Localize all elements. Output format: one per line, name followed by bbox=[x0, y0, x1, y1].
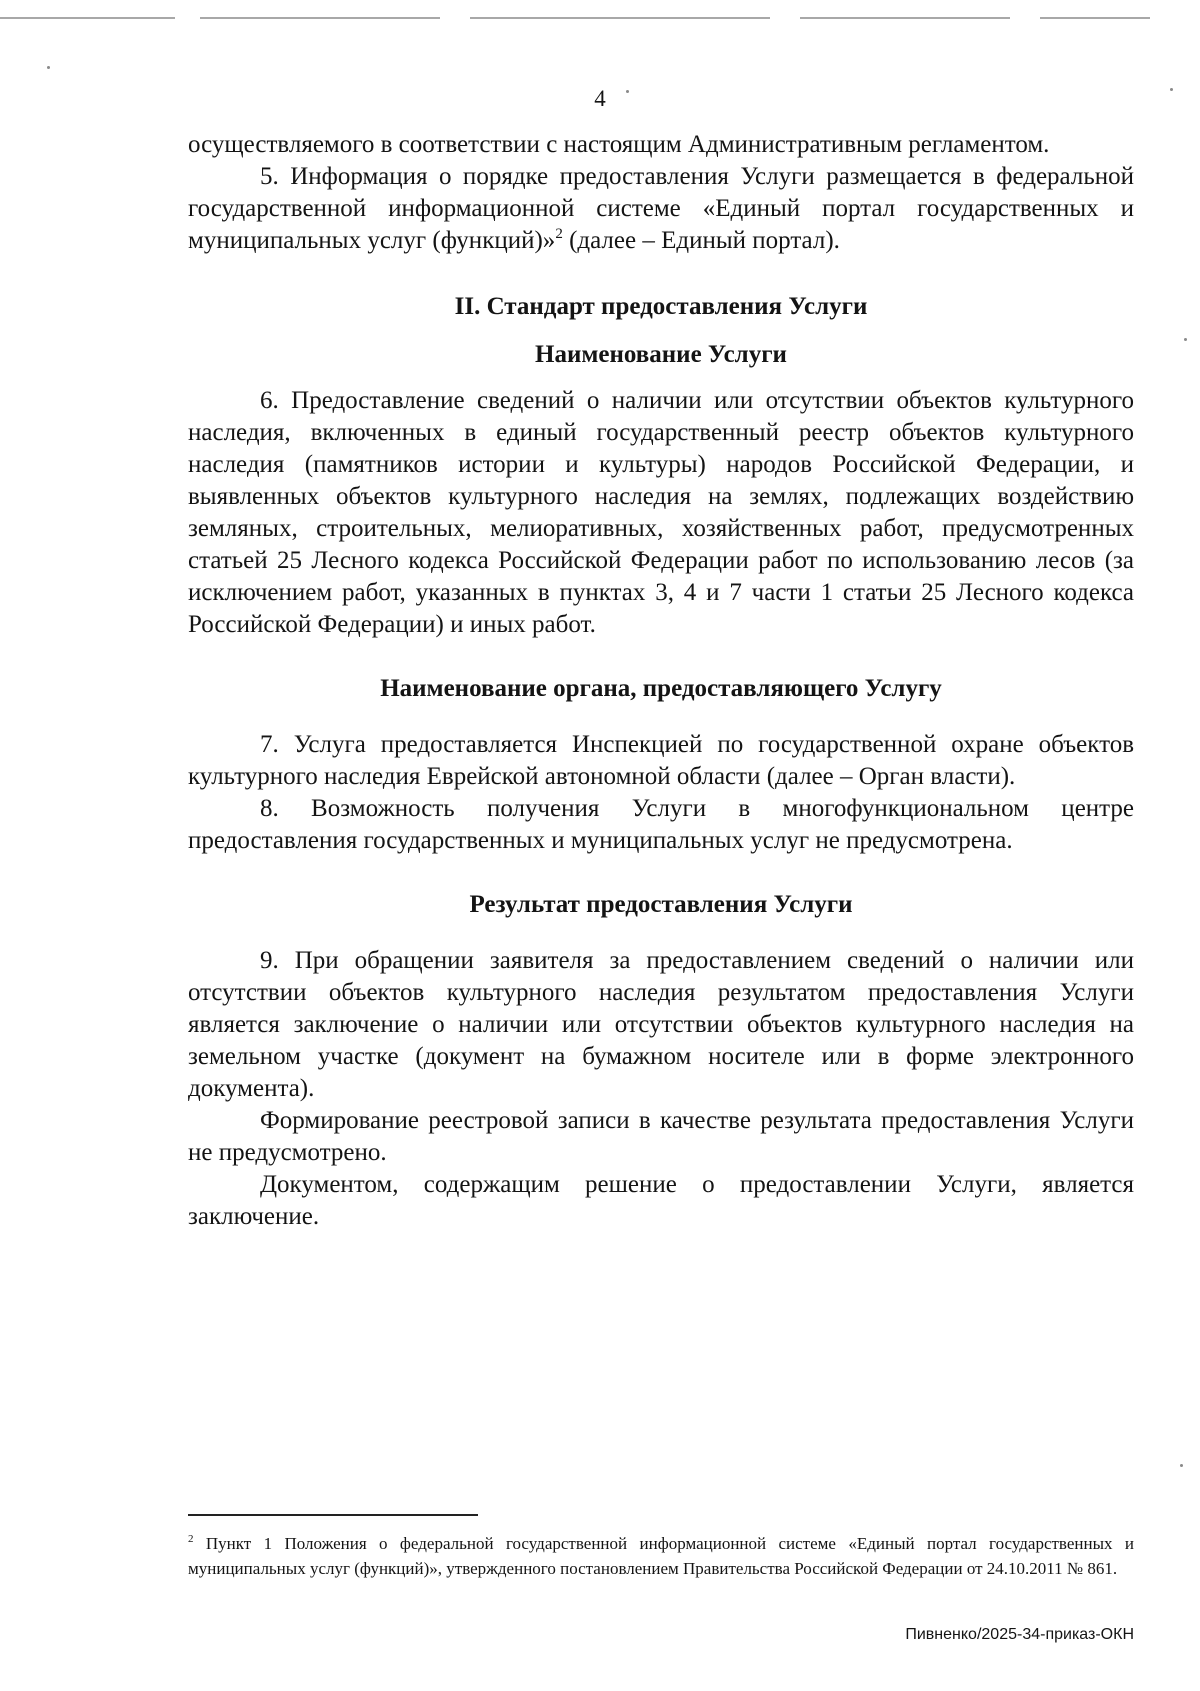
section-heading: II. Стандарт предоставления Услуги bbox=[454, 293, 868, 320]
paragraph-7: 7. Услуга предоставляется Инспекцией по государственной охране объектов культурного наследия Еврейской автономной области (далее – Орган власти). bbox=[188, 731, 1134, 790]
paragraph-10: Формирование реестровой записи в качестве результата предоставления Услуги не предусмотрено. bbox=[188, 1107, 1134, 1166]
footnote-separator bbox=[188, 1514, 478, 1516]
subsection-heading-service-name: Наименование Услуги bbox=[535, 341, 787, 368]
scan-edge-line bbox=[200, 17, 440, 19]
scan-speck bbox=[1184, 338, 1187, 341]
scan-speck bbox=[47, 66, 50, 69]
paragraph-8: 8. Возможность получения Услуги в многофункциональном центре предоставления государственных и муниципальных услуг не предусмотрена. bbox=[188, 795, 1134, 854]
paragraph-11: Документом, содержащим решение о предоставлении Услуги, является заключение. bbox=[188, 1171, 1134, 1230]
paragraph-5-tail: (далее – Единый портал). bbox=[562, 227, 840, 254]
subsection-heading-result: Результат предоставления Услуги bbox=[469, 891, 853, 918]
footnote bbox=[188, 1531, 1134, 1581]
paragraph-5-text: 5. Информация о порядке предоставления Услуги размещается в федеральной государственной информационной системе «Единый портал государственных и муниципальных услуг (функций)» bbox=[188, 163, 1134, 254]
scan-speck bbox=[1180, 1464, 1183, 1467]
page-number: 4 bbox=[594, 86, 606, 111]
footnote-reference: 2 bbox=[555, 226, 563, 242]
scan-edge-line bbox=[1040, 17, 1150, 19]
paragraph-6: 6. Предоставление сведений о наличии или отсутствии объектов культурного наследия, включенных в единый государственный реестр объектов культурного наследия (памятников истории и культуры) народов Российской Федерации, и выявленных объектов культурного наследия на землях, подлежащих воздействию земляных, строительных, мелиоративных, хозяйственных работ, предусмотренных статьей 25 Лесного кодекса Российской Федерации работ по использованию лесов (за исключением работ, указанных в пунктах 3, 4 и 7 части 1 статьи 25 Лесного кодекса Российской Федерации) и иных работ. bbox=[188, 387, 1134, 638]
paragraph-continuation: осуществляемого в соответствии с настоящим Административным регламентом. bbox=[188, 131, 1050, 158]
scan-edge-line bbox=[0, 17, 175, 19]
paragraph-5 bbox=[188, 161, 1134, 257]
subsection-heading-authority: Наименование органа, предоставляющего Услугу bbox=[380, 675, 942, 702]
footnote-text: Пункт 1 Положения о федеральной государственной информационной системе «Единый портал государственных и муниципальных услуг (функций)», утвержденного постановлением Правительства Российской Федерации от 24.10.2011 № 861. bbox=[188, 1534, 1134, 1578]
scan-edge-line bbox=[470, 17, 770, 19]
footnote-marker: 2 bbox=[188, 1533, 194, 1545]
scan-edge-line bbox=[800, 17, 1010, 19]
document-code: Пивненко/2025-34-приказ-ОКН bbox=[905, 1626, 1134, 1643]
document-body bbox=[188, 129, 1134, 1233]
paragraph-9: 9. При обращении заявителя за предоставлением сведений о наличии или отсутствии объектов культурного наследия результатом предоставления Услуги является заключение о наличии или отсутствии объектов культурного наследия на земельном участке (документ на бумажном носителе или в форме электронного документа). bbox=[188, 947, 1134, 1102]
